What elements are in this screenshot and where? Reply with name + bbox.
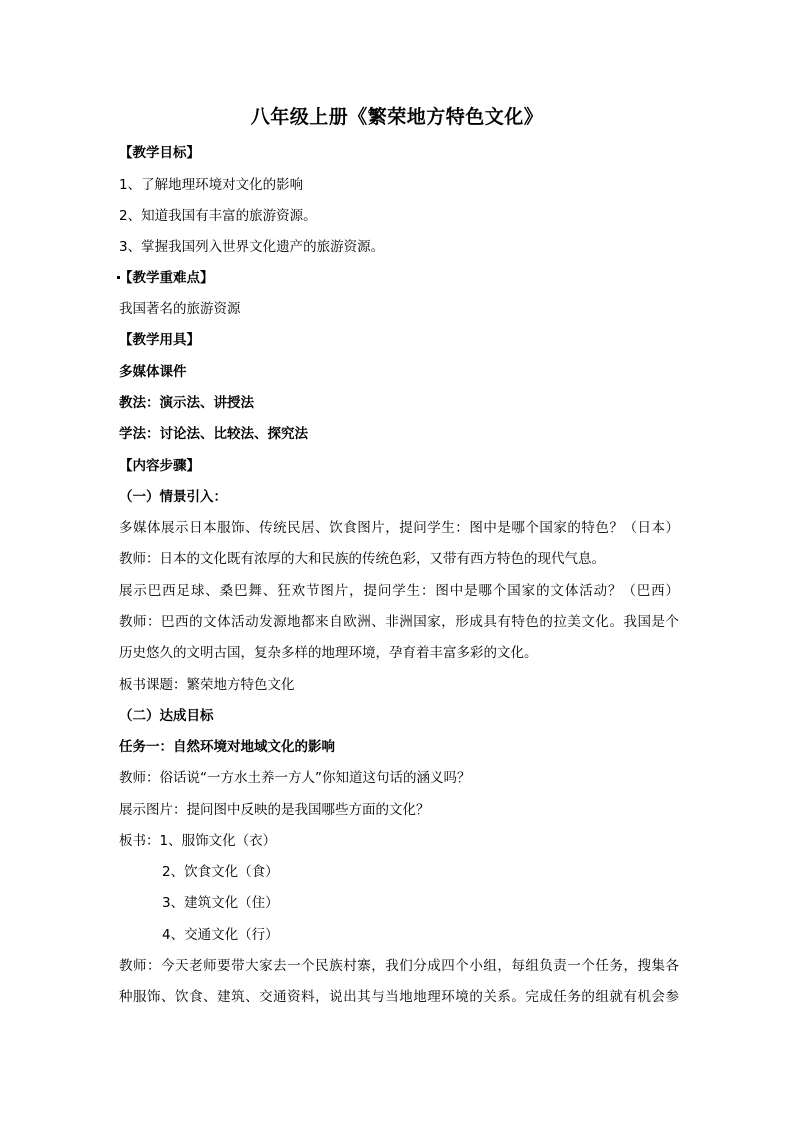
learning-method: 学法：讨论法、比较法、探究法 xyxy=(119,426,308,442)
step-2-heading: （二）达成目标 xyxy=(119,708,214,724)
paragraph-line: 展示图片：提问图中反映的是我国哪些方面的文化？ xyxy=(119,802,430,818)
paragraph-line: 种服饰、饮食、建筑、交通资料，说出其与当地地理环境的关系。完成任务的组就有机会参 xyxy=(119,989,679,1005)
key-points-text: 我国著名的旅游资源 xyxy=(119,301,241,317)
paragraph-line: 教师：今天老师要带大家去一个民族村寨，我们分成四个小组，每组负责一个任务，搜集各 xyxy=(119,958,679,974)
task-1-heading: 任务一：自然环境对地域文化的影响 xyxy=(119,739,335,755)
paragraph-line: 板书课题：繁荣地方特色文化 xyxy=(119,677,295,693)
board-item: 3、建筑文化（住） xyxy=(162,895,279,911)
key-points-heading: 【教学重难点】 xyxy=(119,270,214,286)
objective-item: 3、掌握我国列入世界文化遗产的旅游资源。 xyxy=(119,239,385,255)
teaching-method: 教法：演示法、讲授法 xyxy=(119,395,254,411)
paragraph-line: 教师：巴西的文体活动发源地都来自欧洲、非洲国家，形成具有特色的拉美文化。我国是个 xyxy=(119,614,679,630)
document-title: 八年级上册《繁荣地方特色文化》 xyxy=(250,106,544,128)
paragraph-line: 教师：日本的文化既有浓厚的大和民族的传统色彩，又带有西方特色的现代气息。 xyxy=(119,551,605,567)
tools-heading: 【教学用具】 xyxy=(119,332,200,348)
board-item: 板书：1、服饰文化（衣） xyxy=(119,833,277,849)
board-item: 2、饮食文化（食） xyxy=(162,864,279,880)
tools-text: 多媒体课件 xyxy=(119,364,187,380)
paragraph-line: 教师：俗话说“一方水土养一方人”你知道这句话的涵义吗？ xyxy=(119,770,471,786)
steps-heading: 【内容步骤】 xyxy=(119,458,200,474)
paragraph-line: 多媒体展示日本服饰、传统民居、饮食图片，提问学生：图中是哪个国家的特色？（日本） xyxy=(119,520,679,536)
paragraph-line: 历史悠久的文明古国，复杂多样的地理环境，孕育着丰富多彩的文化。 xyxy=(119,645,538,661)
objective-item: 2、知道我国有丰富的旅游资源。 xyxy=(119,208,317,224)
objective-item: 1、了解地理环境对文化的影响 xyxy=(119,177,304,193)
board-item: 4、交通文化（行） xyxy=(162,927,279,943)
objectives-heading: 【教学目标】 xyxy=(119,145,200,161)
step-1-heading: （一）情景引入： xyxy=(119,489,227,505)
paragraph-line: 展示巴西足球、桑巴舞、狂欢节图片，提问学生：图中是哪个国家的文体活动？（巴西） xyxy=(119,583,679,599)
